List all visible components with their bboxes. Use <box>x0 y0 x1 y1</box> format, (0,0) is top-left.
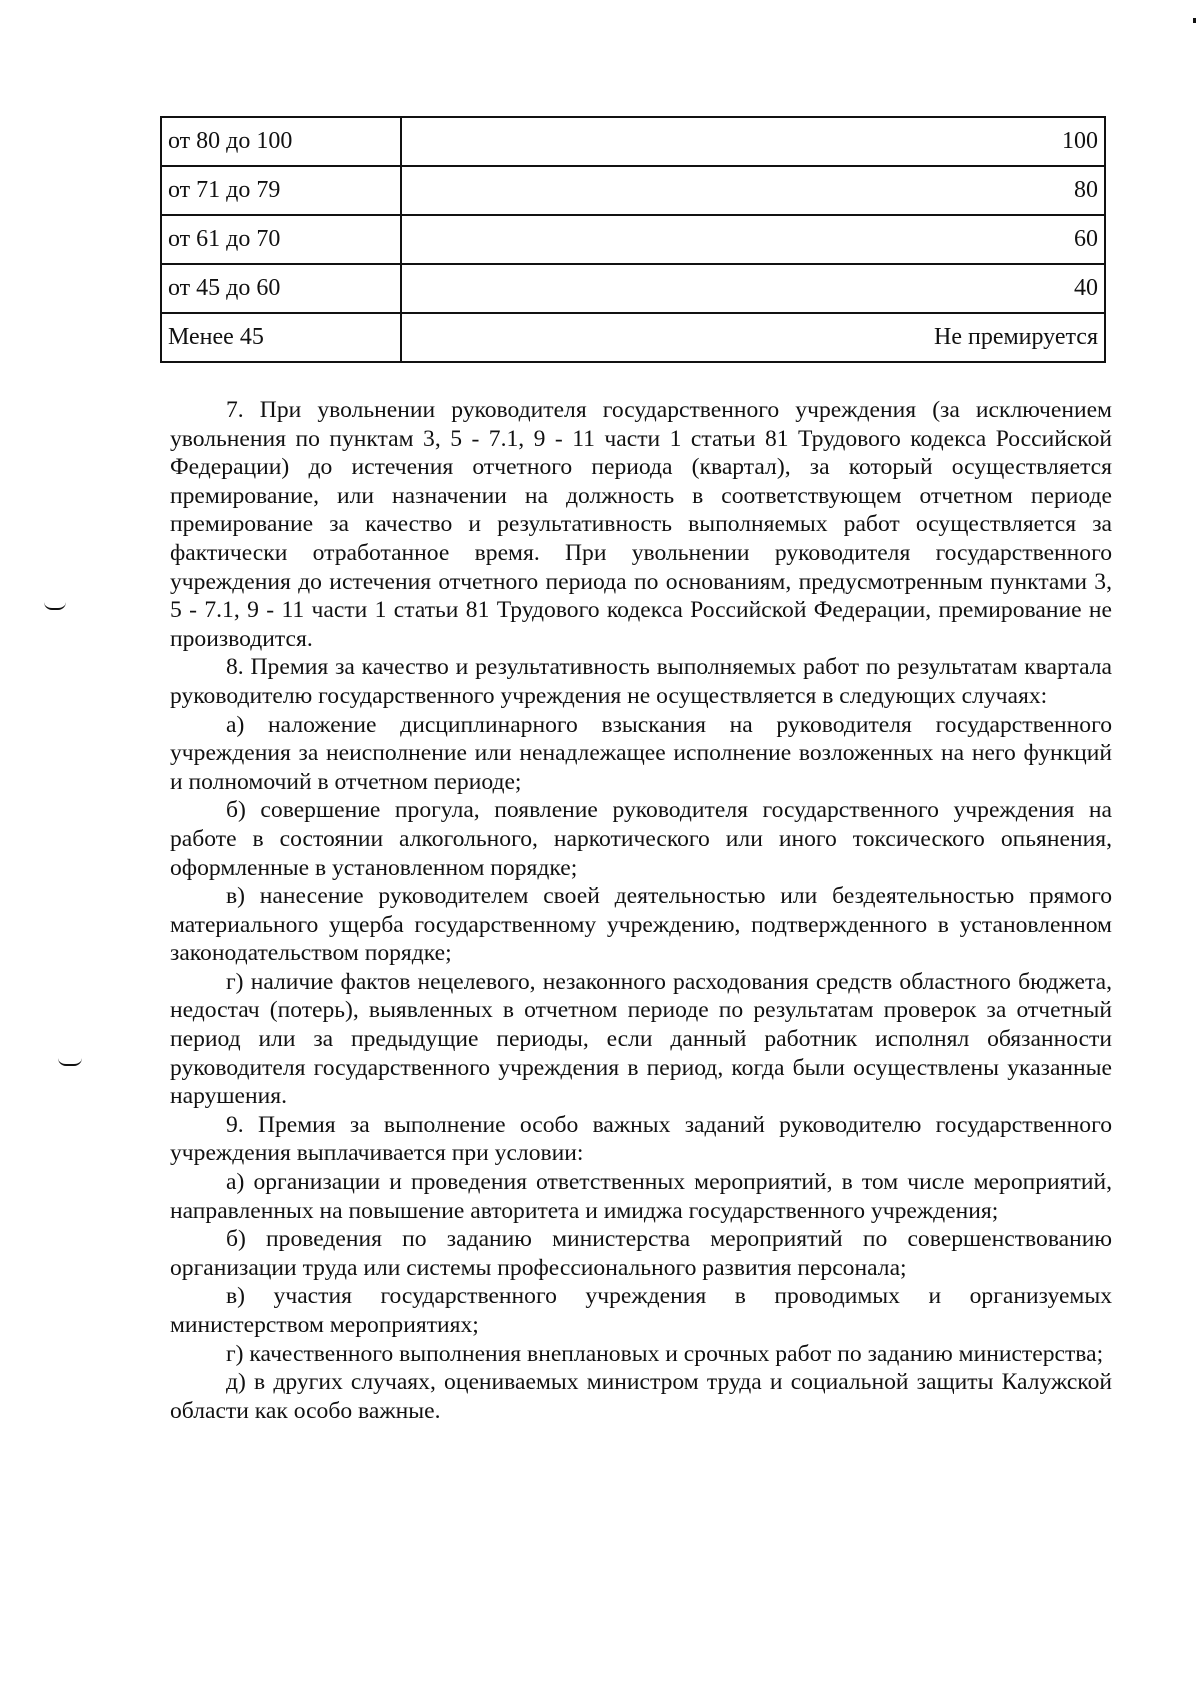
paragraph-9-item-b: б) проведения по заданию министерства мероприятий по совершенствованию организации труда или системы профессионального развития персонала; <box>170 1226 1112 1281</box>
score-range-cell: Менее 45 <box>161 313 401 362</box>
scan-mark-left-2 <box>58 1058 82 1066</box>
table-row <box>161 264 1105 313</box>
paragraph-9: 9. Премия за выполнение особо важных заданий руководителю государственного учреждения выплачивается при условии: <box>170 1111 1112 1167</box>
paragraph-9-item-d: д) в других случаях, оцениваемых министром труда и социальной защиты Калужской области как особо важные. <box>170 1369 1112 1424</box>
scan-mark-top-right <box>1193 18 1196 23</box>
score-range-cell: от 80 до 100 <box>161 117 401 166</box>
bonus-percent-cell: Не премируется <box>401 313 1105 362</box>
paragraph-7: 7. При увольнении руководителя государственного учреждения (за исключением увольнения по пунктам 3, 5 - 7.1, 9 - 11 части 1 статьи 81 Трудового кодекса Российской Федерации) до истечения отчетного периода (квартал), за который осуществляется премирование, или назначении на должность в соответствующем отчетном периоде премирование за качество и результативность выполняемых работ осуществляется за фактически отработанное время. При увольнении руководителя государственного учреждения до истечения отчетного периода по основаниям, предусмотренным пунктами 3, 5 - 7.1, 9 - 11 части 1 статьи 81 Трудового кодекса Российской Федерации, премирование не производится. <box>170 397 1112 652</box>
bonus-percent-cell: 80 <box>401 166 1105 215</box>
score-range-cell: от 45 до 60 <box>161 264 401 313</box>
paragraph-8-item-b: б) совершение прогула, появление руководителя государственного учреждения на работе в состоянии алкогольного, наркотического или иного токсического опьянения, оформленные в установленном порядке; <box>170 797 1112 881</box>
bonus-percent-cell: 100 <box>401 117 1105 166</box>
paragraph-8: 8. Премия за качество и результативность выполняемых работ по результатам квартала руководителю государственного учреждения не осуществляется в следующих случаях: <box>170 654 1112 709</box>
paragraph-8-item-a: а) наложение дисциплинарного взыскания на руководителя государственного учреждения за неисполнение или ненадлежащее исполнение возложенных на него функций и полномочий в отчетном периоде; <box>170 711 1112 795</box>
bonus-percent-cell: 60 <box>401 215 1105 264</box>
scan-mark-left-1 <box>44 602 66 610</box>
paragraph-9-item-v: в) участия государственного учреждения в проводимых и организуемых министерством мероприятиях; <box>170 1283 1112 1338</box>
paragraph-8-item-v: в) нанесение руководителем своей деятельностью или бездеятельностью прямого материального ущерба государственному учреждению, подтвержденного в установленном законодательством порядке; <box>170 883 1112 967</box>
paragraph-9-item-a: а) организации и проведения ответственных мероприятий, в том числе мероприятий, направленных на повышение авторитета и имиджа государственного учреждения; <box>170 1169 1112 1224</box>
table-row <box>161 117 1105 166</box>
document-body <box>170 396 1112 1425</box>
table-row <box>161 215 1105 264</box>
bonus-percent-cell: 40 <box>401 264 1105 313</box>
table-row <box>161 166 1105 215</box>
paragraph-9-item-g: г) качественного выполнения внеплановых и срочных работ по заданию министерства; <box>226 1340 1104 1367</box>
table-row <box>161 313 1105 362</box>
score-range-cell: от 61 до 70 <box>161 215 401 264</box>
score-range-cell: от 71 до 79 <box>161 166 401 215</box>
bonus-score-table <box>160 116 1106 363</box>
paragraph-8-item-g: г) наличие фактов нецелевого, незаконного расходования средств областного бюджета, недостач (потерь), выявленных в отчетном периоде по результатам проверок за отчетный период или за предыдущие периоды, если данный работник исполнял обязанности руководителя государственного учреждения в период, когда были осуществлены указанные нарушения. <box>170 968 1112 1110</box>
